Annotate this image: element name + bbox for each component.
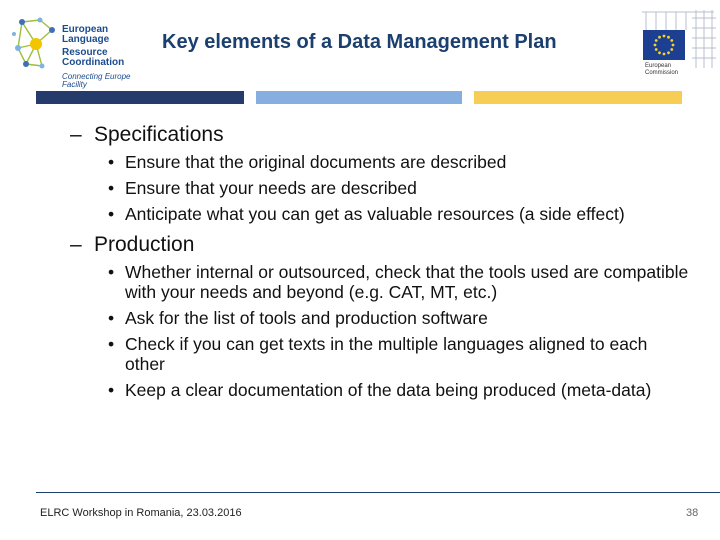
section-heading [70, 120, 690, 150]
elrc-logo-text [62, 25, 152, 89]
list-item [108, 380, 690, 400]
list-item [108, 152, 690, 172]
bullet-glyph: • [108, 152, 115, 172]
ec-name-line-2: Commission [645, 70, 679, 76]
bullet-glyph: • [108, 178, 115, 198]
footer-text: ELRC Workshop in Romania, 23.03.2016 [40, 507, 242, 519]
section-heading [70, 230, 690, 260]
list-item [108, 308, 690, 328]
dash-glyph: – [70, 233, 82, 256]
list-item-text: Check if you can get texts in the multiple languages aligned to each other [125, 334, 648, 374]
list-item-text: Ensure that the original documents are described [125, 152, 507, 172]
section-heading-text: Specifications [94, 123, 224, 146]
dash-glyph: – [70, 123, 82, 146]
list-item-text: Anticipate what you can get as valuable resources (a side effect) [125, 204, 625, 224]
eu-flag-icon [643, 30, 685, 60]
bullet-list [70, 262, 690, 400]
bullet-list [70, 152, 690, 224]
navy-color-bar [36, 91, 244, 104]
list-item-text: Ask for the list of tools and production software [125, 308, 488, 328]
bullet-glyph: • [108, 262, 115, 282]
slide-title: Key elements of a Data Management Plan [162, 31, 557, 53]
list-item [108, 204, 690, 224]
logo-line-1: European Language [62, 24, 110, 45]
european-commission-logo [630, 8, 718, 80]
logo-line-2: Resource Coordination [62, 47, 125, 68]
section-production [70, 230, 690, 400]
elrc-logo [12, 14, 152, 89]
list-item-text: Keep a clear documentation of the data being produced (meta-data) [125, 380, 652, 400]
ec-name [645, 63, 678, 77]
list-item-text: Ensure that your needs are described [125, 178, 417, 198]
network-icon [12, 14, 62, 76]
list-item [108, 262, 690, 302]
list-item [108, 178, 690, 198]
bullet-glyph: • [108, 334, 115, 354]
list-item [108, 334, 690, 374]
bullet-glyph: • [108, 308, 115, 328]
logo-line-3: Connecting Europe Facility [62, 72, 131, 89]
blue-color-bar [256, 91, 462, 104]
footer-divider [36, 492, 720, 493]
section-specifications [70, 120, 690, 224]
page-number: 38 [686, 507, 699, 519]
section-heading-text: Production [94, 233, 195, 256]
list-item-text: Whether internal or outsourced, check that the tools used are compatible with your needs and beyond (e.g. CAT, MT, etc.) [125, 262, 689, 302]
bullet-glyph: • [108, 204, 115, 224]
bullet-glyph: • [108, 380, 115, 400]
yellow-color-bar [474, 91, 682, 104]
slide-content [70, 120, 690, 406]
ec-name-line-1: European [645, 63, 672, 69]
